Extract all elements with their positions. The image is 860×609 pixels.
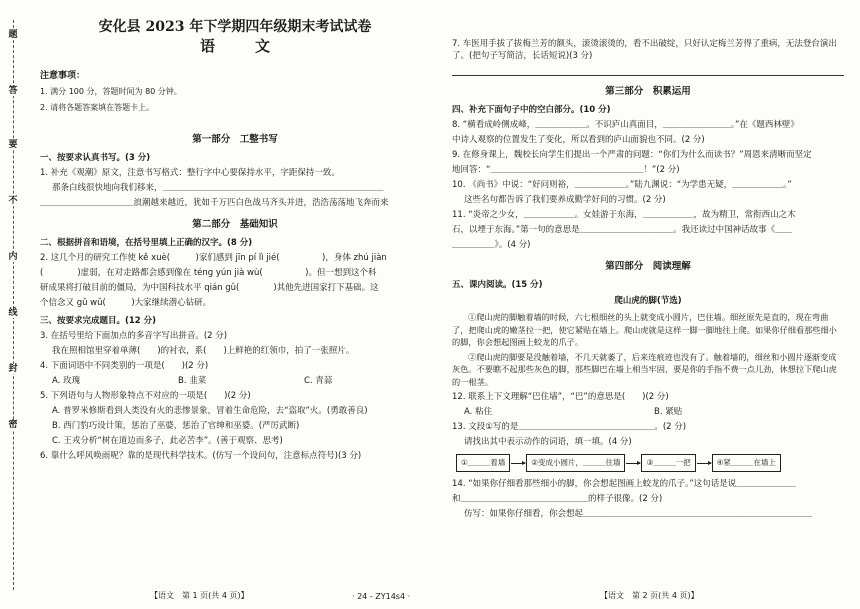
arrow-right-icon bbox=[511, 463, 525, 464]
question-9-cont: 地回答：“＿＿＿＿＿＿＿＿＿＿＿＿＿＿＿＿＿＿！”(2 分) bbox=[452, 165, 680, 175]
binding-margin bbox=[0, 0, 26, 609]
question-1-text-cont: ＿＿＿＿＿＿＿＿＿＿＿浪潮越来越近，犹如千万匹白色战马齐头并进，浩浩荡荡地飞奔而来 bbox=[40, 198, 389, 208]
choice-b: B. 紧贴 bbox=[654, 407, 683, 417]
question-14-imitation: 仿写：如果你仔细看，你会想起＿＿＿＿＿＿＿＿＿＿＿＿＿＿＿＿＿＿＿＿＿＿＿＿＿＿＿ bbox=[464, 509, 813, 519]
question-8: 8. “横看成岭侧成峰，＿＿＿＿＿＿。不识庐山真面目，＿＿＿＿＿＿＿＿。”在《题西林壁》 bbox=[452, 120, 799, 130]
left-column bbox=[40, 10, 430, 465]
notice-item: 2. 请将各题答案填在答题卡上。 bbox=[40, 103, 155, 112]
reading-passage bbox=[452, 311, 844, 388]
question-10-cont: 这些名句都告诉了我们要养成勤学好问的习惯。(2 分) bbox=[464, 195, 666, 205]
question-12-choices bbox=[452, 406, 844, 418]
part-4-heading: 第四部分 阅读理解 bbox=[605, 261, 691, 272]
question-8-cont: 中诗人观察的位置发生了变化，所以看到的庐山面貌也不同。(2 分) bbox=[452, 135, 705, 145]
question-14: 14. “如果你仔细看那些细小的脚，你会想起图画上蛟龙的爪子。”这句话是说＿＿＿＿＿＿＿ bbox=[452, 479, 796, 489]
binding-char: 密 bbox=[6, 420, 20, 430]
question-7: 7. 车医用手拔了拔梅兰芳的额头，滚烫滚烫的，看不出破绽，只好认定梅兰芳得了重病，无法登台演出了。(把句子写简洁，长话短说)(3 分) bbox=[452, 39, 837, 61]
notice-item: 1. 满分 100 分，答题时间为 80 分钟。 bbox=[40, 87, 182, 96]
question-4-choices bbox=[40, 375, 430, 387]
flow-box: ②变成小圆片，＿＿＿住墙 bbox=[526, 454, 625, 472]
flow-box: ①＿＿＿着墙 bbox=[456, 454, 510, 472]
section-4-heading: 四、补充下面句子中的空白部分。(10 分) bbox=[452, 105, 611, 115]
flow-box: ④紧＿＿＿在墙上 bbox=[712, 454, 781, 472]
question-1-text: 那条白线很快地向我们移来，＿＿＿＿＿＿＿＿＿＿＿＿＿＿＿＿＿＿＿＿＿＿＿＿＿＿ bbox=[52, 183, 384, 193]
footer-page-2: 【语文 第 2 页(共 4 页)】 bbox=[600, 591, 699, 600]
question-2: 2. 这几个月的研究工作使 kě xuè( )家们感到 jīn pí lì jié( )，身体 zhú jiàn bbox=[40, 253, 387, 263]
flow-box: ③＿＿＿一把 bbox=[641, 454, 695, 472]
choice-a: A. 粘住 bbox=[464, 407, 493, 417]
question-3-text: 我在照相馆里穿着单薄( )的衬衣，系( )上鲜艳的红领巾，拍了一张照片。 bbox=[52, 346, 355, 356]
question-3: 3. 在括号里给下面加点的多音字写出拼音。(2 分) bbox=[40, 331, 228, 341]
question-13: 13. 文段①写的是＿＿＿＿＿＿＿＿＿＿＿＿＿＿＿＿。(2 分) bbox=[452, 422, 687, 432]
question-13-cont: 请找出其中表示动作的词语，填一填。(4 分) bbox=[464, 437, 632, 447]
question-6: 6. 靠什么呼风唤雨呢？靠的是现代科学技术。(仿写一个设问句，注意标点符号)(3 分) bbox=[40, 451, 362, 461]
arrow-right-icon bbox=[697, 463, 711, 464]
part-2-heading: 第二部分 基础知识 bbox=[192, 219, 278, 230]
question-9: 9. 在修身课上，魏校长向学生们提出一个严肃的问题：“你们为什么而读书？”周恩来清晰而坚定 bbox=[452, 150, 812, 160]
exam-title: 安化县 2023 年下学期四年级期末考试试卷 bbox=[98, 19, 372, 35]
binding-char: 答 bbox=[6, 86, 20, 96]
question-5-choice-c: C. 王戎分析“树在道边而多子，此必苦李”。(善于观察、思考) bbox=[52, 436, 283, 446]
footer-page-1: 【语文 第 1 页(共 4 页)】 bbox=[150, 591, 249, 600]
question-2-cont: 研成果将打破目前的僵局，为中国科技水平 qián gǔ( )其他先进国家打下基础。这 bbox=[40, 283, 379, 293]
right-column bbox=[452, 10, 844, 523]
question-5-choice-a: A. 普罗米修斯看到人类没有火的悲惨景象，冒着生命危险，去“盗取”火。(勇敢善良) bbox=[52, 406, 368, 416]
question-11-cont: 石，以堙于东海。”第一句的意思是＿＿＿＿＿＿＿＿＿＿＿。我还读过中国神话故事《＿＿ bbox=[452, 225, 793, 235]
passage-paragraph: ①爬山虎的脚触着墙的时候，六七根细丝的头上就变成小圆片，巴住墙。细丝原先是直的，现在弯曲了，把爬山虎的嫩茎拉一把，使它紧贴在墙上。爬山虎就是这样一脚一脚地往上爬。如果你仔细看那些细小的脚，你会想起图画上蛟龙的爪子。 bbox=[452, 312, 837, 347]
binding-char: 要 bbox=[6, 140, 20, 150]
part-1-heading: 第一部分 工整书写 bbox=[192, 134, 278, 145]
binding-char: 线 bbox=[6, 308, 20, 318]
notice-list bbox=[40, 86, 430, 114]
passage-title: 爬山虎的脚(节选) bbox=[614, 296, 682, 306]
question-12: 12. 联系上下文理解“巴住墙”，“巴”的意思是( )(2 分) bbox=[452, 392, 669, 402]
footer-code: · 24 - ZY14s4 · bbox=[352, 592, 411, 601]
question-10: 10. 《尚书》中说：“好问则裕，＿＿＿＿＿＿。”陆九渊说：“为学患无疑，＿＿＿＿＿＿。” bbox=[452, 180, 792, 190]
question-4: 4. 下面词语中不同类别的一项是( )(2 分) bbox=[40, 361, 209, 371]
part-3-heading: 第三部分 积累运用 bbox=[605, 86, 691, 97]
arrow-right-icon bbox=[626, 463, 640, 464]
question-1: 1. 补充《观潮》原文，注意书写格式：整行字中心要保持水平，字距保持一致。 bbox=[40, 168, 340, 178]
binding-char: 内 bbox=[6, 252, 20, 262]
binding-char: 封 bbox=[6, 364, 20, 374]
choice-c: C. 青蒜 bbox=[304, 376, 333, 386]
choice-b: B. 韭菜 bbox=[178, 376, 207, 386]
binding-dashed-line bbox=[13, 20, 14, 590]
question-11: 11. “炎帝之少女，＿＿＿＿＿＿。女娃游于东海，＿＿＿＿＿＿，故为精卫，常衔西山之木 bbox=[452, 210, 796, 220]
question-2-cont: ( )虚弱，在对走路都会感到像在 téng yún jià wù( )。但一想到这个科 bbox=[40, 268, 377, 278]
action-word-flow bbox=[452, 454, 844, 472]
question-5: 5. 下列语句与人物形象特点不对应的一项是( )(2 分) bbox=[40, 391, 251, 401]
section-3-heading: 三、按要求完成题目。(12 分) bbox=[40, 316, 157, 326]
choice-a: A. 玫瑰 bbox=[52, 376, 81, 386]
binding-char: 不 bbox=[6, 196, 20, 206]
section-5-heading: 五、课内阅读。(15 分) bbox=[452, 280, 543, 290]
section-1-heading: 一、按要求认真书写。(3 分) bbox=[40, 153, 151, 163]
section-2-heading: 二、根据拼音和语境，在括号里填上正确的汉字。(8 分) bbox=[40, 238, 253, 248]
question-11-cont: ＿＿＿＿＿》。(4 分) bbox=[452, 240, 531, 250]
notice-heading: 注意事项： bbox=[40, 71, 86, 81]
question-14-cont: 和＿＿＿＿＿＿＿＿＿＿＿＿＿＿＿的样子很像。(2 分) bbox=[452, 494, 663, 504]
binding-char: 题 bbox=[6, 30, 20, 40]
passage-paragraph: ②爬山虎的脚要是没触着墙，不几天就萎了，后来连痕迹也没有了。触着墙的，细丝和小圆片逐渐变成灰色。不要瞧不起那些灰色的脚，那些脚巴在墙上相当牢固，要是你的手指不费一点儿劲，休想拉下爬山虎的一根茎。 bbox=[452, 351, 837, 387]
question-2-cont: 个信念又 gǔ wǔ( )大家继续潜心钻研。 bbox=[40, 298, 212, 308]
question-5-choice-b: B. 西门豹巧设计策，惩治了巫婆，惩治了官绅和巫婆。(严厉武断) bbox=[52, 421, 300, 431]
subject-title: 语文 bbox=[199, 37, 310, 55]
answer-line[interactable] bbox=[452, 65, 844, 76]
